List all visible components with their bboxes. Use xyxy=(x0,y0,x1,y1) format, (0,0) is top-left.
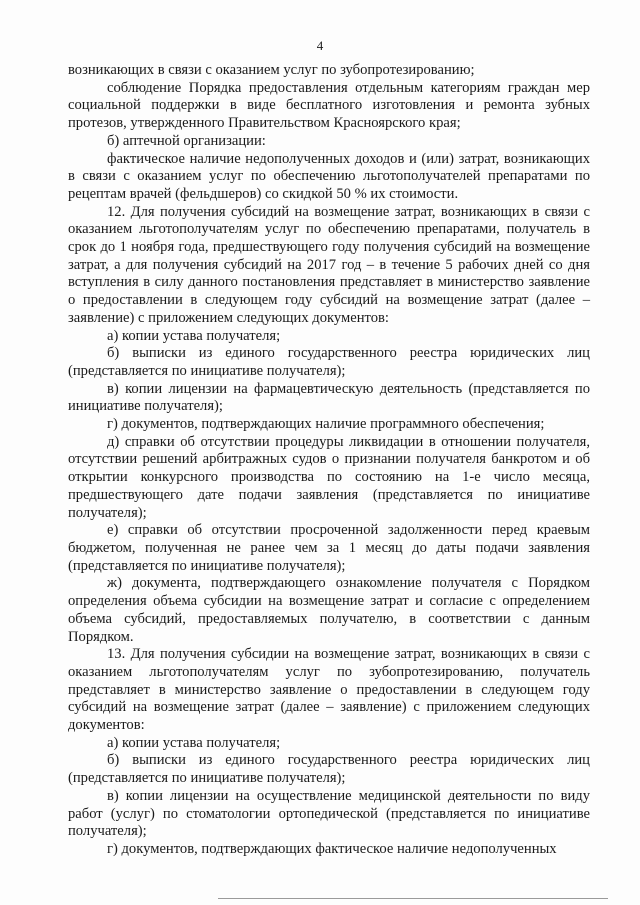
paragraph: фактическое наличие недополученных доходов и (или) затрат, возникающих в связи с оказанием услуг по обеспечению льготополучателей препаратами по рецептам врачей (фельдшеров) со скидкой 50 % их стоимости. xyxy=(68,150,590,202)
paragraph: д) справки об отсутствии процедуры ликвидации в отношении получателя, отсутствии решений арбитражных судов о признании получателя банкротом и об открытии конкурсного производства по состоянию на 1-е число месяца, предшествующего дате подачи заявления (представляется по инициативе получателя); xyxy=(68,433,590,521)
paragraph: б) выписки из единого государственного реестра юридических лиц (представляется по инициативе получателя); xyxy=(68,345,590,379)
paragraph: в) копии лицензии на осуществление медицинской деятельности по виду работ (услуг) по стоматологии ортопедической (представляется по инициативе получателя); xyxy=(68,787,590,840)
document-body xyxy=(68,62,590,859)
scan-edge-line xyxy=(218,898,608,899)
page-number: 4 xyxy=(316,38,324,53)
paragraph: б) аптечной организации: xyxy=(107,132,266,149)
paragraph: г) документов, подтверждающих фактическое наличие недополученных xyxy=(107,840,557,857)
paragraph: 13. Для получения субсидии на возмещение затрат, возникающих в связи с оказанием льготополучателям услуг по зубопротезированию, получатель представляет в министерство заявление о предоставлении в следующем году субсидий на возмещение затрат (далее – заявление) с приложением следующих документов: xyxy=(68,646,590,734)
paragraph: в) копии лицензии на фармацевтическую деятельность (представляется по инициативе получателя); xyxy=(68,380,590,415)
paragraph: б) выписки из единого государственного реестра юридических лиц (представляется по инициативе получателя); xyxy=(68,752,590,787)
paragraph: а) копии устава получателя; xyxy=(107,327,281,344)
paragraph: 12. Для получения субсидий на возмещение затрат, возникающих в связи с оказанием льготополучателям услуг по обеспечению препаратами, получатель в срок до 1 ноября года, предшествующего году получения субсидий на возмещение затрат, а для получения субсидий на 2017 год – в течение 5 рабочих дней со дня вступления в силу данного постановления представляет в министерство заявление о предоставлении в следующем году субсидий на возмещение затрат (далее – заявление) с приложением следующих документов: xyxy=(68,203,590,326)
paragraph: соблюдение Порядка предоставления отдельным категориям граждан мер социальной поддержки в виде бесплатного изготовления и ремонта зубных протезов, утвержденного Правительством Красноярского края; xyxy=(68,79,590,132)
paragraph: е) справки об отсутствии просроченной задолженности перед краевым бюджетом, полученная не ранее чем за 1 месяц до даты подачи заявления (представляется по инициативе получателя); xyxy=(68,522,590,574)
paragraph: г) документов, подтверждающих наличие программного обеспечения; xyxy=(107,416,545,433)
paragraph: ж) документа, подтверждающего ознакомление получателя с Порядком определения объема субсидии на возмещение затрат и согласие с определением объема субсидий, предоставляемых получателю, в соответствии с данным Порядком. xyxy=(68,575,590,645)
paragraph: а) копии устава получателя; xyxy=(107,734,281,751)
paragraph: возникающих в связи с оказанием услуг по зубопротезированию; xyxy=(68,62,475,78)
